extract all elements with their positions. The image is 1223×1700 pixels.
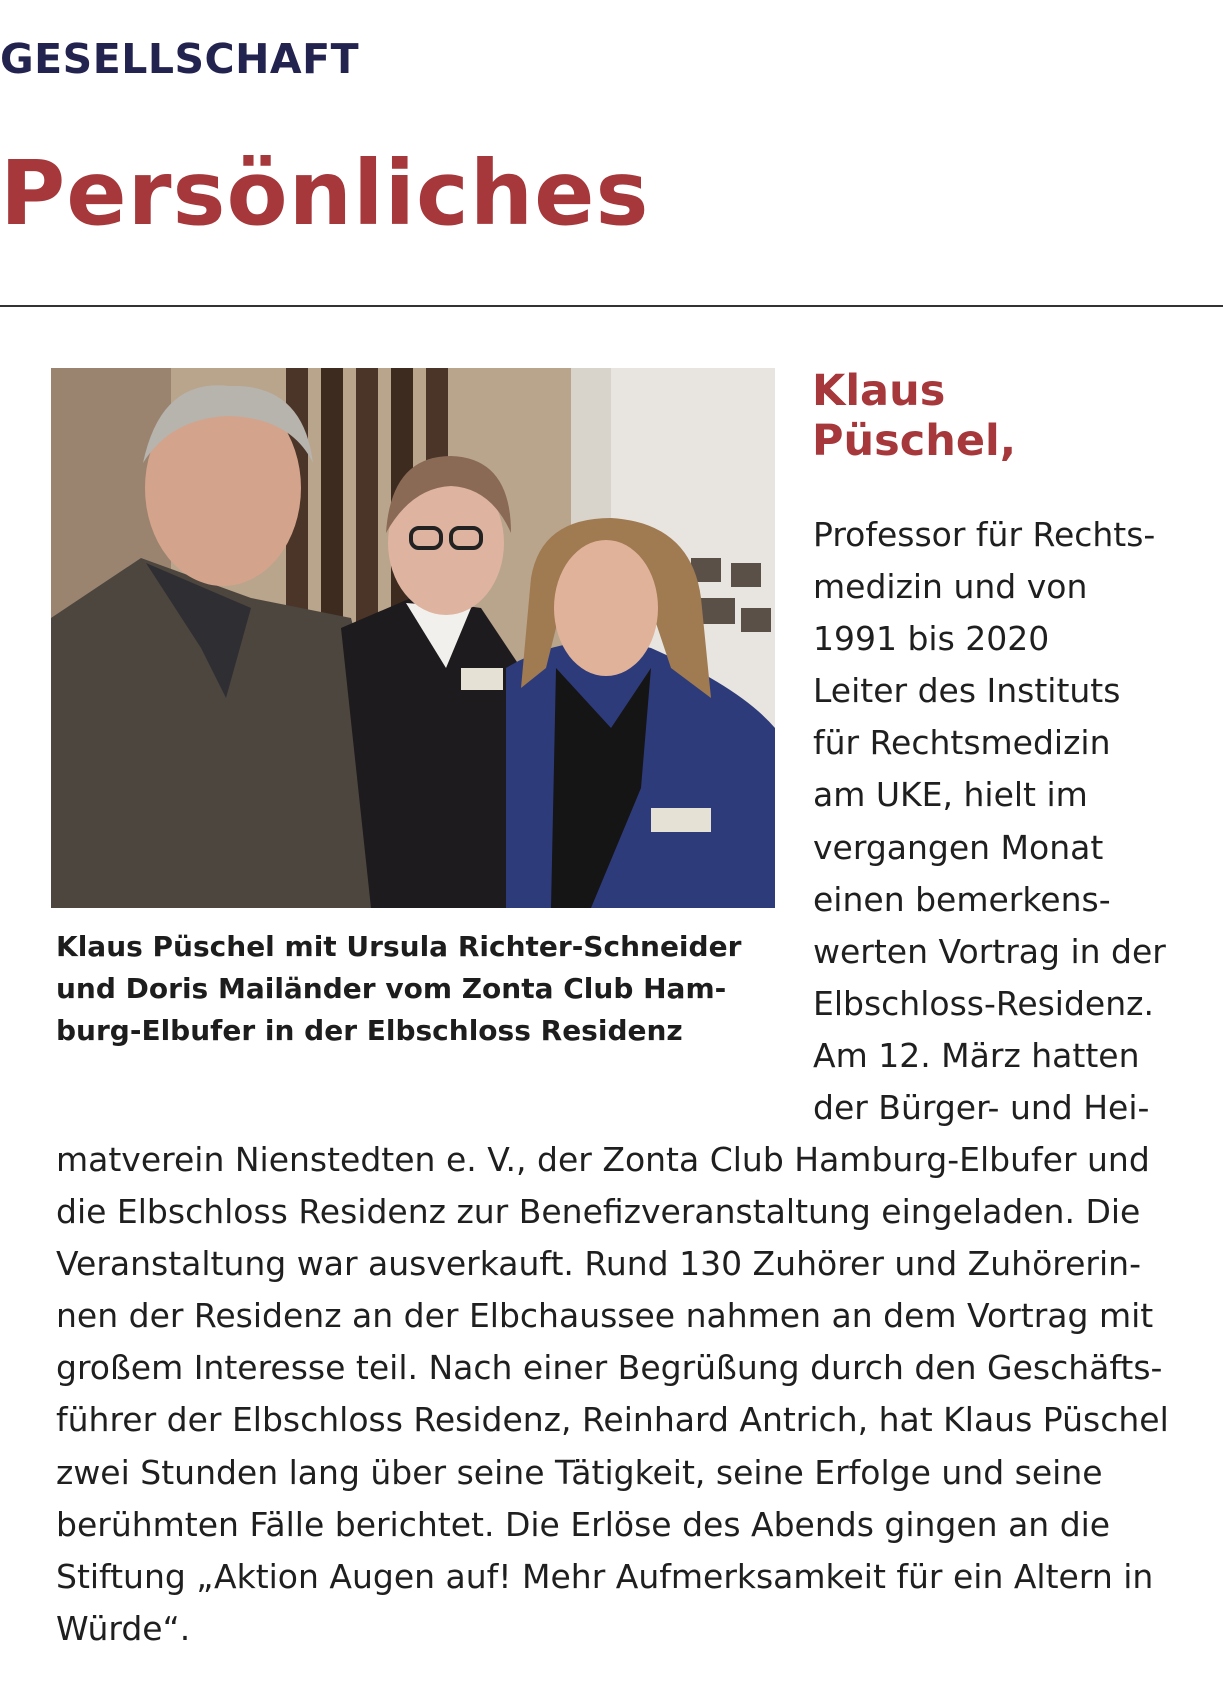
text-line: Stiftung „Aktion Augen auf! Mehr Aufmerksamkeit für ein Altern in (56, 1556, 1154, 1596)
text-line: einen bemerkens- (813, 879, 1111, 919)
text-line: am UKE, hielt im (813, 775, 1088, 815)
text-line: Würde“. (56, 1608, 191, 1648)
article-column-text (813, 509, 1166, 1134)
photo-illustration (51, 368, 775, 908)
text-line: großem Interesse teil. Nach einer Begrüßung durch den Geschäfts- (56, 1348, 1163, 1388)
photo-caption (56, 926, 776, 1052)
text-line: Am 12. März hatten (813, 1035, 1140, 1075)
text-line: medizin und von (813, 567, 1088, 607)
text-line: führer der Elbschloss Residenz, Reinhard Antrich, hat Klaus Püschel (56, 1400, 1169, 1440)
text-line: vergangen Monat (813, 827, 1104, 867)
text-line: zwei Stunden lang über seine Tätigkeit, seine Erfolge und seine (56, 1452, 1103, 1492)
caption-line: und Doris Mailänder vom Zonta Club Ham- (56, 972, 727, 1005)
text-line: die Elbschloss Residenz zur Benefizveranstaltung eingeladen. Die (56, 1192, 1141, 1232)
text-line: matverein Nienstedten e. V., der Zonta Club Hamburg-Elbufer und (56, 1140, 1150, 1179)
person-name-line: Klaus (812, 366, 946, 416)
text-line: berühmten Fälle berichtet. Die Erlöse des Abends gingen an die (56, 1504, 1111, 1544)
person-name (812, 366, 1016, 466)
person-name-line: Püschel, (812, 416, 1017, 466)
text-line: Professor für Rechts- (813, 515, 1156, 554)
text-line: Leiter des Instituts (813, 671, 1121, 711)
article-photo (51, 368, 775, 908)
text-line: der Bürger- und Hei- (813, 1088, 1150, 1128)
text-line: für Rechtsmedizin (813, 723, 1111, 763)
text-line: Elbschloss-Residenz. (813, 983, 1154, 1023)
caption-line: burg-Elbufer in der Elbschloss Residenz (56, 1014, 683, 1047)
header-divider (0, 305, 1223, 307)
text-line: 1991 bis 2020 (813, 619, 1050, 659)
page-title: Persönliches (0, 141, 650, 245)
text-line: nen der Residenz an der Elbchaussee nahmen an dem Vortrag mit (56, 1296, 1154, 1336)
article-wide-text (56, 1134, 1169, 1655)
text-line: werten Vortrag in der (813, 931, 1166, 971)
caption-line: Klaus Püschel mit Ursula Richter-Schneider (56, 930, 742, 963)
text-line: Veranstaltung war ausverkauft. Rund 130 Zuhörer und Zuhörerin- (56, 1244, 1141, 1284)
section-label: GESELLSCHAFT (0, 35, 360, 83)
